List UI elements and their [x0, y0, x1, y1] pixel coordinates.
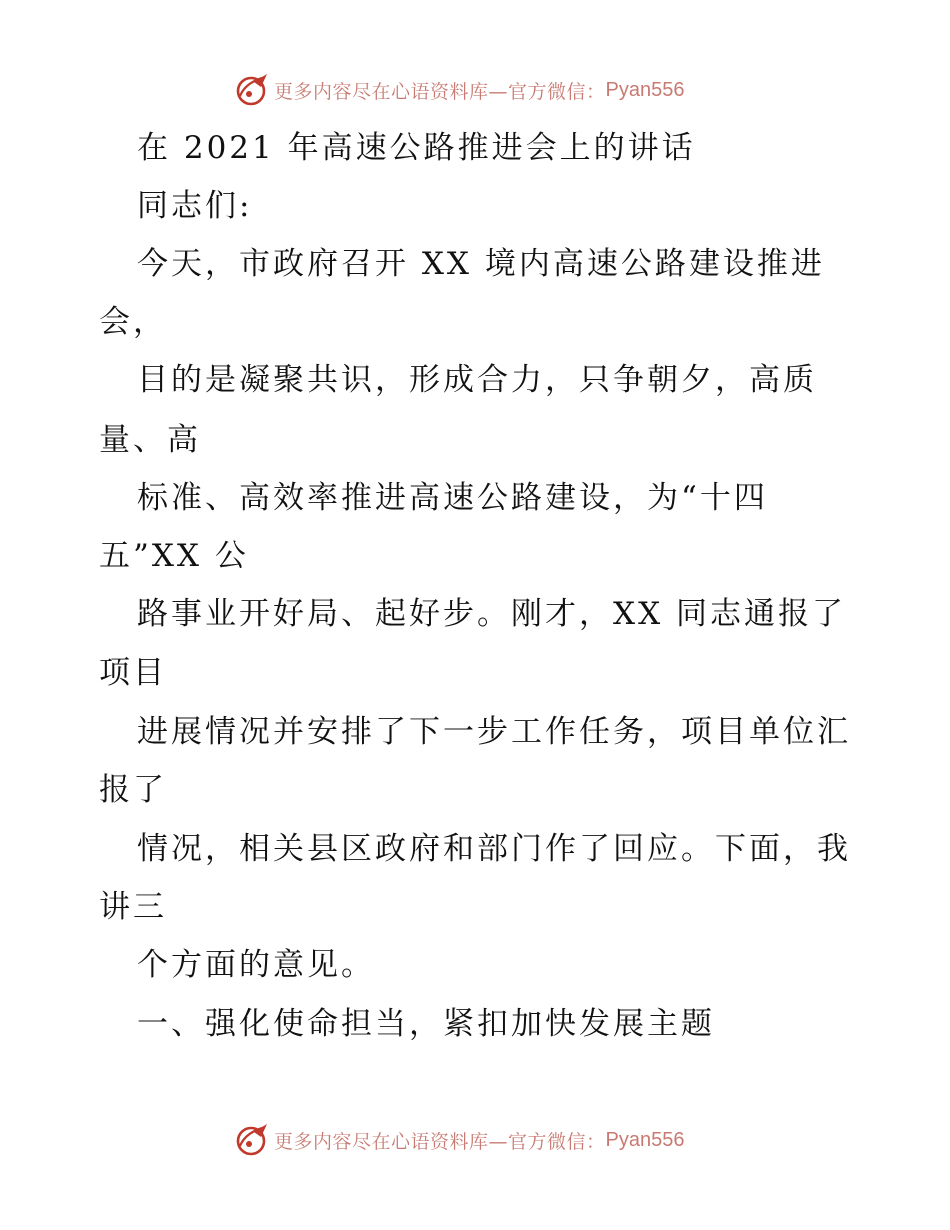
paragraph-line: 量、高	[99, 422, 201, 458]
watermark-text: 更多内容尽在心语资料库—官方微信：	[274, 1130, 606, 1153]
document-title: 在 2021 年高速公路推进会上的讲话	[137, 130, 696, 166]
watermark-text: 更多内容尽在心语资料库—官方微信：	[274, 80, 606, 103]
paragraph-line: 讲三	[99, 889, 167, 925]
paragraph-line: 个方面的意见。	[137, 947, 375, 983]
watermark-banner-top	[234, 70, 684, 110]
pen-logo-icon	[234, 1122, 270, 1158]
pen-logo-icon	[234, 72, 270, 108]
paragraph-line: 情况，相关县区政府和部门作了回应。下面，我	[137, 831, 851, 867]
paragraph-line: 进展情况并安排了下一步工作任务，项目单位汇	[137, 714, 851, 750]
paragraph-line: 项目	[99, 655, 167, 691]
paragraph-line: 目的是凝聚共识，形成合力，只争朝夕，高质	[137, 362, 817, 398]
watermark-wechat-id: Pyan556	[605, 78, 685, 101]
paragraph-line: 五”XX 公	[99, 538, 249, 574]
section-heading: 一、强化使命担当，紧扣加快发展主题	[137, 1006, 715, 1042]
paragraph-line: 路事业开好局、起好步。刚才，XX 同志通报了	[137, 596, 846, 632]
watermark-banner-bottom	[234, 1120, 684, 1160]
paragraph-line: 今天，市政府召开 XX 境内高速公路建设推进	[137, 246, 825, 282]
paragraph-line: 标准、高效率推进高速公路建设，为“十四	[137, 480, 768, 516]
paragraph-line: 会，	[99, 304, 167, 340]
paragraph-line: 报了	[99, 772, 167, 808]
salutation: 同志们:	[137, 188, 253, 224]
watermark-wechat-id: Pyan556	[605, 1128, 685, 1151]
